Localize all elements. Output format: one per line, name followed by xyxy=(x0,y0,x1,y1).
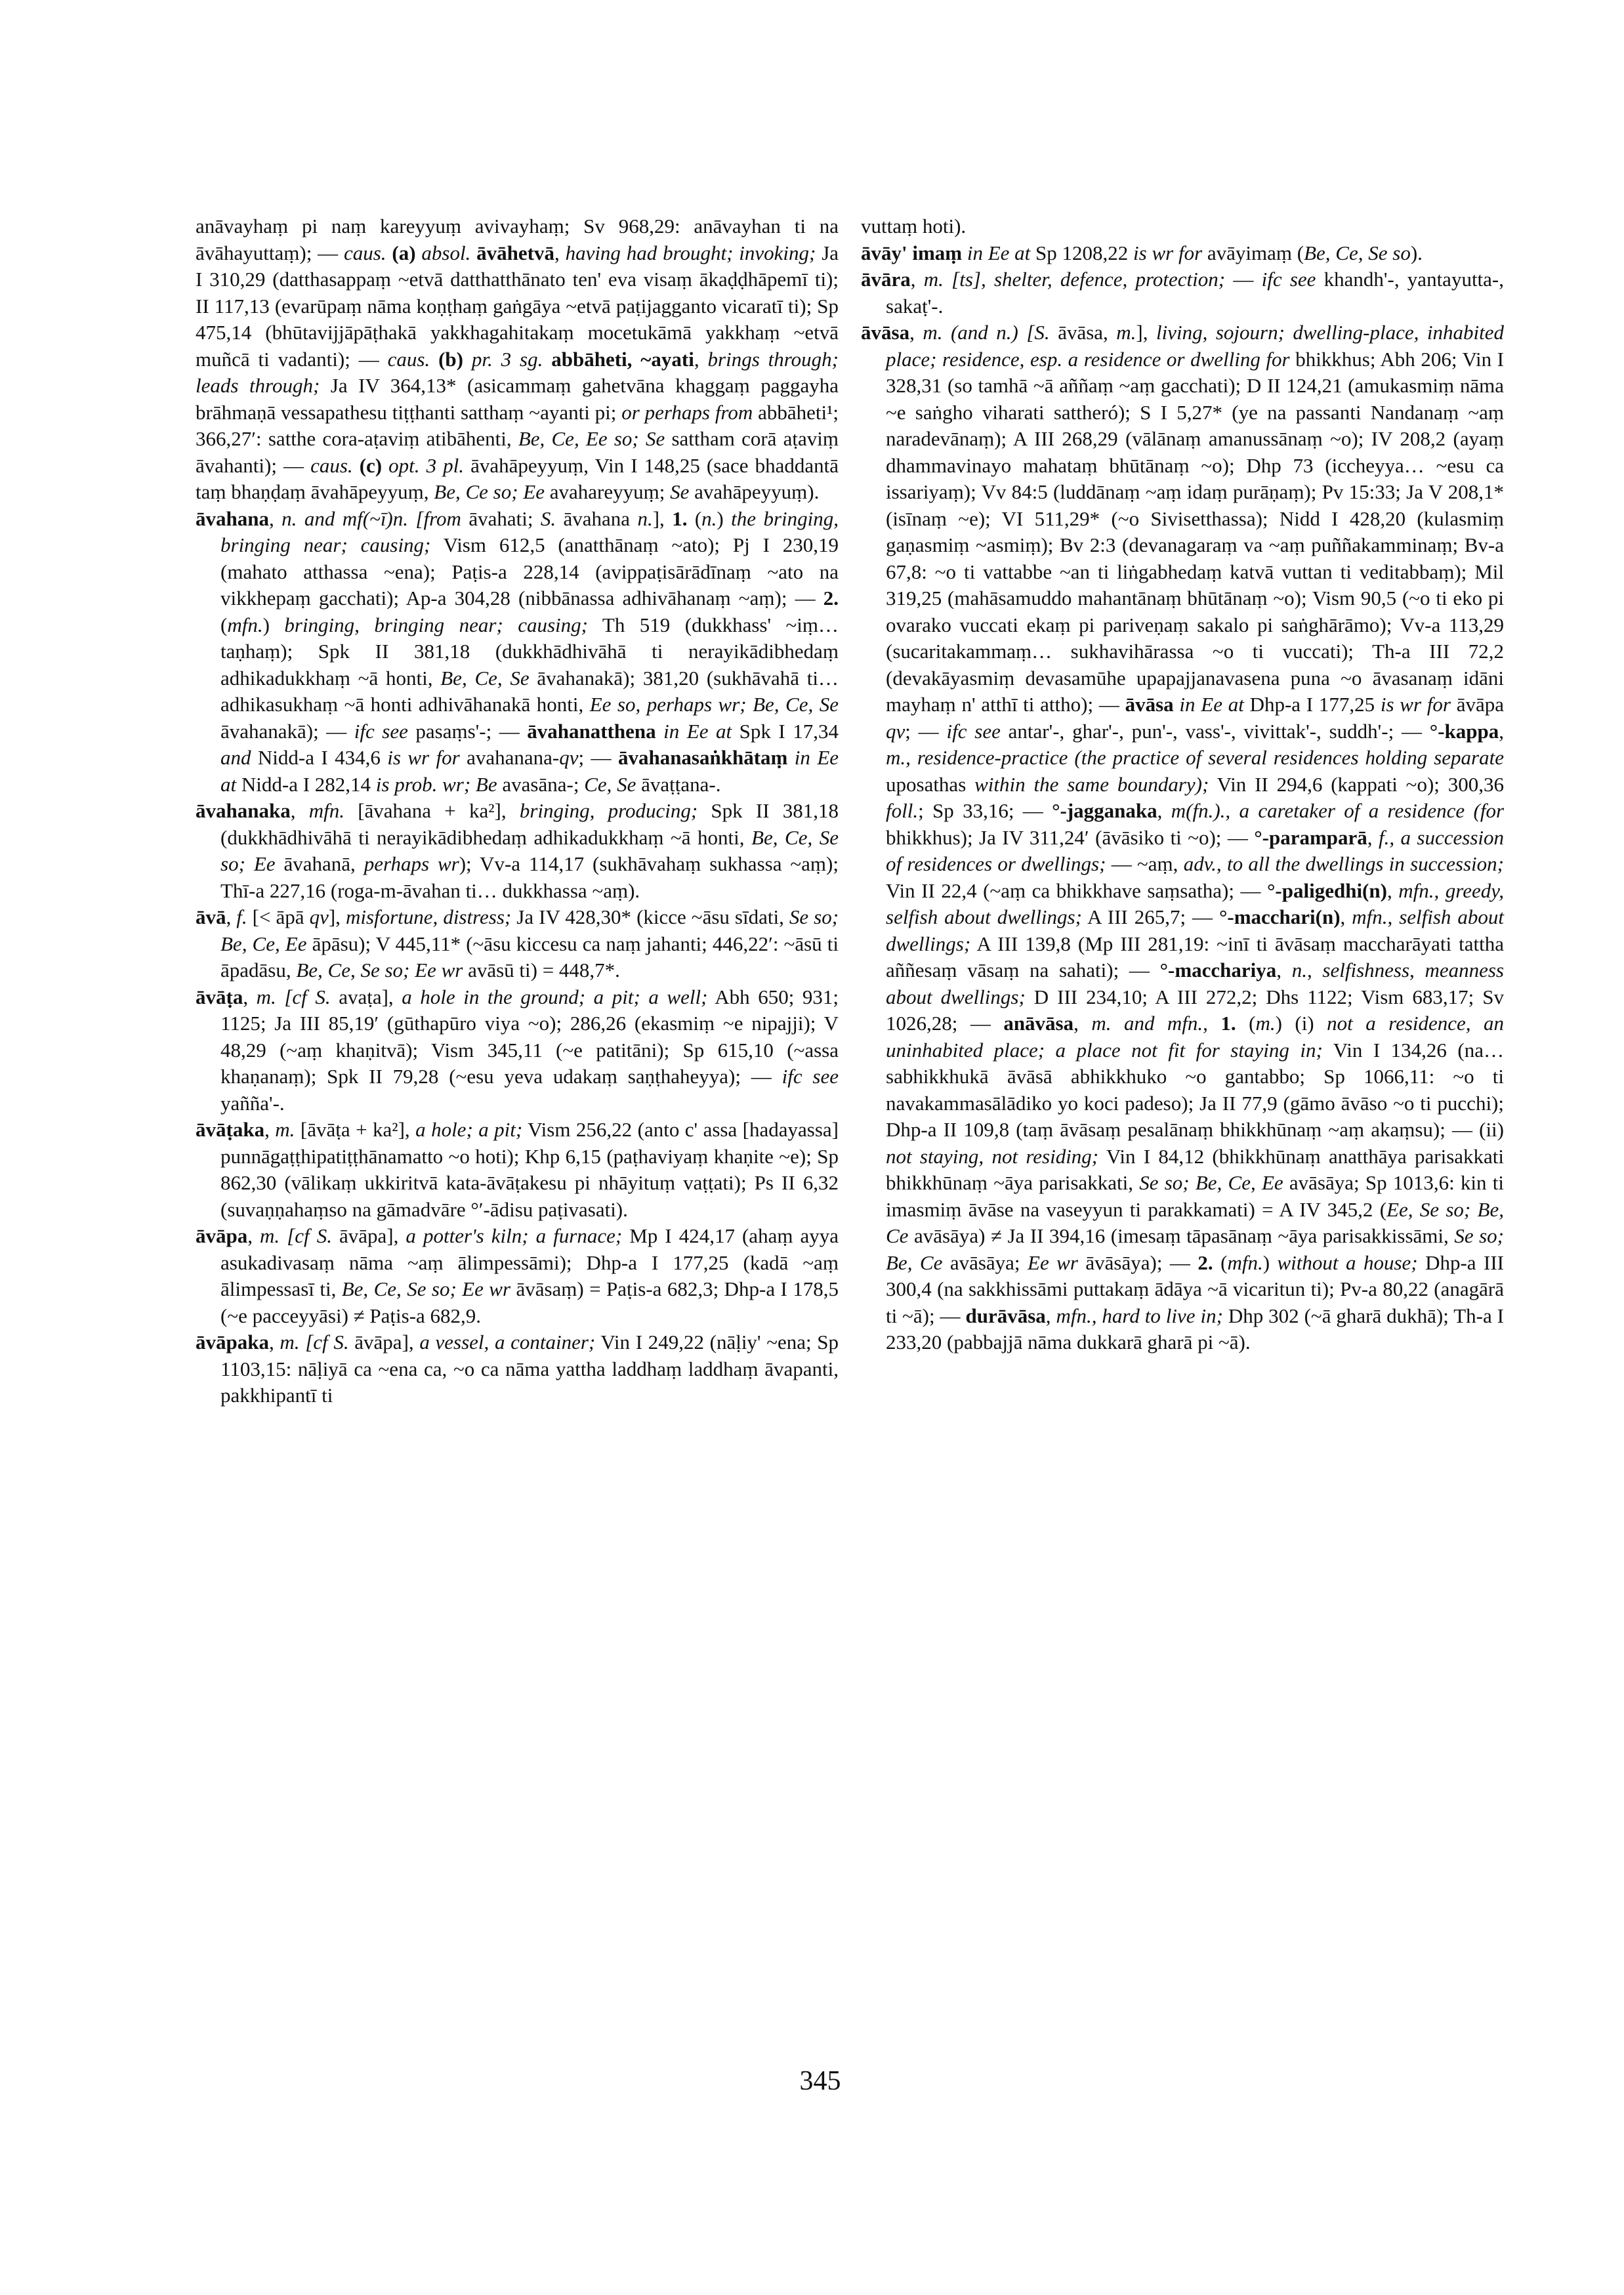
italic-text: m. xyxy=(1116,321,1136,344)
italic-text: caus. xyxy=(343,241,386,264)
entry-text: ; — xyxy=(905,719,947,743)
headword: āvahanatthena xyxy=(527,719,656,743)
entry-text: abbāheti¹; 366,27′: satthe cora-aṭaviṃ atibāhenti, xyxy=(196,400,839,450)
entry-text xyxy=(1208,1012,1220,1035)
entry-text: ) xyxy=(717,507,732,530)
entry-text: āvāsāya); — xyxy=(1077,1251,1198,1274)
headword: āvāra xyxy=(861,268,911,291)
entry-text: avāsāya; Sp 1013,6: kin ti imasmiṃ āvāse na vaseyyun ti parakkamati) = A IV 345,2 ( xyxy=(886,1171,1505,1221)
italic-text: or perhaps from xyxy=(621,400,753,424)
headword: (a) xyxy=(386,241,422,264)
italic-text: mfn. xyxy=(227,613,263,636)
italic-text: m. [cf S. xyxy=(260,1224,332,1247)
entry-text: āvahanā, xyxy=(275,852,364,875)
entry-text: Vin I 84,12 (bhikkhūnaṃ anatthāya parisakkati bhikkhūnaṃ ~āya parisakkati, xyxy=(886,1144,1505,1194)
italic-text: f. xyxy=(236,905,247,928)
entry-text: āvahanakā); — xyxy=(220,719,354,743)
entry-text: yañña'-. xyxy=(220,1091,285,1115)
entry-text: , xyxy=(290,799,309,822)
entry-text: antar'-, ghar'-, pun'-, vass'-, vivittak'-, suddh'-; — xyxy=(1000,719,1430,743)
italic-text: Be, Ce, Se so; Ee wr xyxy=(341,1277,511,1300)
italic-text: Ee wr xyxy=(1028,1251,1078,1274)
entry-text: — ~aṃ, xyxy=(1106,852,1184,875)
italic-text: in Ee at xyxy=(1179,693,1244,716)
italic-text: in Ee at xyxy=(967,241,1031,264)
italic-text: qv xyxy=(559,746,579,769)
italic-text: is wr for xyxy=(1380,693,1451,716)
entry-text: avasāna-; xyxy=(497,772,585,796)
italic-text: Be, Ce, Se xyxy=(440,666,530,690)
entry-text: , xyxy=(1340,905,1352,928)
entry-text: Vin II 22,4 (~aṃ ca bhikkhave saṃsatha); — xyxy=(886,879,1268,902)
italic-text: mfn., hard to live in; xyxy=(1056,1304,1223,1327)
italic-text: Be, Ce, Se so; Ee xyxy=(220,825,839,875)
entry-text: Dhp-a I 177,25 xyxy=(1243,693,1381,716)
entry-text: sattham corā aṭaviṃ āvahanti); — xyxy=(196,427,839,477)
entry-text: , xyxy=(1367,825,1379,849)
entry-text: Nidd-a I 282,14 xyxy=(236,772,376,796)
entry-text: ); Vv-a 114,17 (sukhāvahaṃ sukhassa ~aṃ); Thī-a 227,16 (roga-m-āvahan ti… dukkhassa ~aṃ). xyxy=(220,852,839,902)
italic-text: the bringing, bringing near; causing; xyxy=(220,507,839,556)
entry-text: , xyxy=(1386,879,1399,902)
headword: āvāpaka xyxy=(196,1331,269,1354)
dictionary-entry xyxy=(196,1117,839,1223)
italic-text: Be, Ce so; Ee xyxy=(434,480,545,503)
entry-text xyxy=(962,241,967,264)
italic-text: mfn., selfish about dwellings; xyxy=(886,905,1504,955)
entry-text: uposathas xyxy=(886,772,975,796)
headword: āvāsa xyxy=(861,321,910,344)
entry-text: Dhp 302 (~ā gharā dukhā); Th-a I 233,20 (pabbajjā nāma dukkarā gharā pi ~ā). xyxy=(886,1304,1504,1354)
entry-text: ; — xyxy=(578,746,618,769)
italic-text: n. xyxy=(637,507,653,530)
dictionary-entry xyxy=(196,506,839,798)
italic-text: not a residence, an uninhabited place; a place not fit for staying in; xyxy=(886,1012,1505,1062)
italic-text: caus. xyxy=(387,347,430,371)
entry-text: , xyxy=(268,1331,280,1354)
entry-text: Vism 612,5 (anatthānaṃ ~ato); Pj I 230,19 (mahato atthassa ~ena); Paṭis-a 228,14 (avippaṭisārādīnaṃ ~ato na vikkhepaṃ gacchati); Ap-a 304,28 (nibbānassa adhivāhanaṃ ~aṃ); — xyxy=(220,533,839,610)
italic-text: not staying, not residing; xyxy=(886,1144,1099,1168)
italic-text: Ce, Se xyxy=(584,772,636,796)
entry-text: , xyxy=(1045,1304,1056,1327)
entry-text: avaṭa], xyxy=(330,985,402,1008)
entry-text: avahanana- xyxy=(459,746,560,769)
dictionary-entry xyxy=(196,1329,839,1409)
entry-text: Vin I 134,26 (na… sabhikkhukā āvāsā abhikkhuko ~o gantabbo; Sp 1066,11: ~o ti navakammasālādiko yo koci padeso); Ja II 77,9 (gāmo āvāso ~o ti pucchi); Dhp-a II 109,8 (taṃ āvāsaṃ pesalānaṃ bhikkhūnaṃ ~aṃ akaṃsu); — (ii) xyxy=(886,1038,1505,1141)
italic-text: Ee so, perhaps wr; Be, Ce, Se xyxy=(589,693,839,716)
headword: 2. xyxy=(1197,1251,1213,1274)
entry-text: Vin II 294,6 (kappati ~o); 300,36 xyxy=(1209,772,1504,796)
headword: °-paramparā xyxy=(1254,825,1367,849)
dictionary-entry xyxy=(861,266,1504,320)
entry-text: , xyxy=(1499,719,1504,743)
page-number: 345 xyxy=(799,2066,841,2096)
entry-text: , xyxy=(268,507,282,530)
dictionary-entry xyxy=(196,984,839,1117)
dictionary-entry xyxy=(196,1223,839,1329)
italic-text: is wr for xyxy=(387,746,460,769)
entry-text: avāsū ti) = 448,7*. xyxy=(463,959,620,982)
italic-text: n. xyxy=(701,507,717,530)
italic-text: mfn. xyxy=(1227,1251,1263,1274)
entry-text: Nidd-a I 434,6 xyxy=(251,746,388,769)
headword: 1. xyxy=(672,507,688,530)
italic-text: living, sojourn; dwelling-place, inhabited place; residence, esp. a residence or dwelling for xyxy=(886,321,1504,371)
entry-text: , xyxy=(909,321,923,344)
italic-text: and xyxy=(220,746,251,769)
entry-text: āvaṭṭana-. xyxy=(636,772,721,796)
entry-text: ], xyxy=(652,507,673,530)
italic-text: m. xyxy=(275,1118,295,1141)
italic-text: Be, Ce, Ee so; Se xyxy=(518,427,665,450)
entry-text: āvāpa], xyxy=(348,1331,420,1354)
entry-text: āvāsaṃ) = Paṭis-a 682,3; Dhp-a I 178,5 (~e pacceyyāsi) ≠ Paṭis-a 682,9. xyxy=(220,1277,839,1327)
headword: āvahana xyxy=(196,507,269,530)
italic-text: Se so; Be, Ce xyxy=(886,1224,1504,1274)
italic-text: ifc see xyxy=(781,1065,839,1088)
entry-text: Dhp-a III 300,4 (na sakkhissāmi puttakaṃ ādāya ~ā vicaritun ti); Pv-a 80,22 (anagārā ti ~ā); — xyxy=(886,1251,1504,1327)
dictionary-entry xyxy=(196,798,839,904)
italic-text: a hole in the ground; a pit; a well; xyxy=(402,985,708,1008)
italic-text: qv xyxy=(886,719,906,743)
entry-text: Spk II 381,18 (dukkhādhivāhā ti nerayikādibhedaṃ adhikadukkhaṃ ~ā honti, xyxy=(220,799,839,849)
headword: °-kappa xyxy=(1429,719,1499,743)
entry-text: Spk I 17,34 xyxy=(732,719,839,743)
entry-text: , xyxy=(694,347,708,371)
entry-text: , xyxy=(247,1224,260,1247)
italic-text: a vessel, a container; xyxy=(419,1331,596,1354)
entry-text xyxy=(656,720,664,743)
headword: 2. xyxy=(823,587,839,610)
italic-text: ifc see xyxy=(946,719,1001,743)
entry-text: Sp 1208,22 xyxy=(1030,241,1134,264)
headword: āvāṭaka xyxy=(196,1118,265,1141)
italic-text: Se so; Be, Ce, Ee xyxy=(220,905,839,955)
entry-text: vuttaṃ hoti). xyxy=(861,215,967,238)
entry-text: āvahāpeyyuṃ, Vin I 148,25 (sace bhaddantā taṃ bhaṇḍaṃ āvahāpeyyuṃ, xyxy=(196,453,839,503)
italic-text: bringing, producing; xyxy=(519,799,698,822)
italic-text: is wr for xyxy=(1133,241,1203,264)
italic-text: bringing, bringing near; causing; xyxy=(284,613,588,636)
entry-text: āvahana xyxy=(556,507,638,530)
italic-text: Se so; Be, Ce, Ee xyxy=(1139,1171,1283,1194)
italic-text: Se xyxy=(670,480,690,503)
entry-text: Vism 256,22 (anto c' assa [hadayassa] punnāgaṭṭhipatiṭṭhānamatto ~o hoti); Khp 6,15 (paṭhaviyaṃ khaṇite ~e); Sp 862,30 (vālikaṃ ukkiritvā kata-āvāṭakesu pi nhāyituṃ vaṭṭati); Ps II 6,32 (suvaṇṇahaṃso na gāmadvāre °′-ādisu paṭivasati). xyxy=(220,1118,839,1221)
entry-text: ( xyxy=(220,613,228,636)
entry-text: [āvāṭa + ka²], xyxy=(295,1118,416,1141)
italic-text: is prob. wr; Be xyxy=(375,772,497,796)
entry-text: [āvahana + ka²], xyxy=(344,799,520,822)
entry-text: avāsāya; xyxy=(942,1251,1028,1274)
italic-text: within the same boundary); xyxy=(974,772,1209,796)
italic-text: f., a succession of residences or dwellings; xyxy=(886,825,1504,875)
entry-text: bhikkhus); Ja IV 311,24′ (āvāsiko ti ~o); — xyxy=(886,825,1255,849)
entry-text: Th 519 (dukkhass' ~iṃ… taṇhaṃ); Spk II 381,18 (dukkhādhivāhā ti nerayikādibhedaṃ adhikadukkhaṃ ~ā honti, xyxy=(220,613,839,690)
entry-text: āvahanakā); 381,20 (sukhāvahā ti… adhikasukhaṃ ~ā honti adhivāhanakā honti, xyxy=(220,666,839,716)
italic-text: foll. xyxy=(886,799,919,822)
entry-text: avahareyyuṃ; xyxy=(545,480,671,503)
entry-text: pasaṃs'-; — xyxy=(407,719,528,743)
entry-continuation xyxy=(861,213,1504,240)
entry-text: — xyxy=(1225,268,1262,291)
headword: 1. xyxy=(1220,1012,1236,1035)
entry-text: khandh'-, yantayutta-, sakaṭ'-. xyxy=(886,268,1504,318)
entry-text: ], xyxy=(328,905,346,928)
entry-text: āpāsu); V 445,11* (~āsu kiccesu ca naṃ jahanti; 446,22′: ~āsū ti āpadāsu, xyxy=(220,932,839,982)
dictionary-entry xyxy=(861,240,1504,267)
entry-text: Abh 650; 931; 1125; Ja III 85,19′ (gūthapūro viya ~o); 286,26 (ekasmiṃ ~e nipajji); V 48,29 (~aṃ khaṇitvā); Vism 345,11 (~e patitāni); Sp 615,10 (~assa khaṇanaṃ); Spk II 79,28 (~esu yeva udakaṃ saṇṭhaheyya); — xyxy=(220,985,839,1088)
entry-text: ) (i) xyxy=(1275,1012,1327,1035)
headword: (b) xyxy=(430,347,472,371)
headword: āvāpa xyxy=(196,1224,248,1247)
dictionary-entry xyxy=(196,904,839,984)
entry-text: , xyxy=(264,1118,276,1141)
headword: abbāheti, ~ayati xyxy=(543,347,694,371)
italic-text: S. xyxy=(540,507,556,530)
entry-text: ( xyxy=(1236,1012,1256,1035)
italic-text: Be, Ce, Se so xyxy=(1304,241,1411,264)
italic-text: adv., to all the dwellings in succession; xyxy=(1183,852,1504,875)
headword: āvāy' imaṃ xyxy=(861,241,963,264)
italic-text: a hole; a pit; xyxy=(415,1118,523,1141)
italic-text: opt. 3 pl. xyxy=(388,453,465,477)
headword: °-macchari(n) xyxy=(1218,905,1341,928)
entry-text: ( xyxy=(687,507,702,530)
entry-text: , xyxy=(1276,959,1292,982)
italic-text: m. [cf S. xyxy=(256,985,331,1008)
entry-text: ], xyxy=(1136,321,1156,344)
left-column xyxy=(196,213,839,1409)
italic-text: mfn., greedy, selfish about dwellings; xyxy=(886,879,1505,928)
italic-text: Ee, Se so; Be, Ce xyxy=(886,1197,1504,1247)
headword: °-paligedhi(n) xyxy=(1267,879,1387,902)
entry-text: āvahati; xyxy=(461,507,541,530)
italic-text: in Ee at xyxy=(663,719,732,743)
italic-text: perhaps wr xyxy=(364,852,459,875)
italic-text: ifc see xyxy=(1261,268,1316,291)
italic-text: n., selfishness, meanness about dwellings; xyxy=(886,959,1504,1008)
entry-text: anāvayhaṃ pi naṃ kareyyuṃ avivayhaṃ; Sv 968,29: anāvayhan ti na āvāhayuttaṃ); — xyxy=(196,215,839,264)
entry-text: āvāsa, xyxy=(1049,321,1117,344)
italic-text: m. and mfn., xyxy=(1091,1012,1208,1035)
entry-text: avāsāya) ≠ Ja II 394,16 (imesaṃ tāpasānaṃ ~āya parisakkissāmi, xyxy=(908,1224,1455,1247)
italic-text: m. xyxy=(1255,1012,1276,1035)
entry-text: avahāpeyyuṃ). xyxy=(689,480,820,503)
italic-text: having had brought; invoking; xyxy=(565,241,816,264)
entry-text: A III 265,7; — xyxy=(1081,905,1219,928)
entry-text: D III 234,10; A III 272,2; Dhs 1122; Vism 683,17; Sv 1026,28; — xyxy=(886,985,1505,1035)
entry-text: Ja IV 364,13* (asicammaṃ gahetvāna khaggaṃ paggayha brāhmaṇā vessapathesu tiṭṭhanti satthaṃ ~ayanti pi; xyxy=(196,374,839,424)
entry-text: , xyxy=(554,241,566,264)
headword: °-macchariya xyxy=(1159,959,1277,982)
entry-text: ) xyxy=(1262,1251,1278,1274)
entry-text: ). xyxy=(1410,241,1423,264)
entry-text: avāyimaṃ ( xyxy=(1202,241,1304,264)
entry-text: ) xyxy=(262,613,285,636)
italic-text: without a house; xyxy=(1277,1251,1418,1274)
entry-text: bhikkhus; Abh 206; Vin I 328,31 (so tamhā ~ā aññaṃ ~aṃ gacchati); D II 124,21 (amukasmiṃ nāma ~e saṅgho viharati sattheró); S I 5,27* (ye na passanti Nandanaṃ ~aṃ naradevānaṃ); A III 268,29 (vālānaṃ amanussānaṃ ~o); IV 208,2 (ayaṃ dhammavinayo mahataṃ bhūtānaṃ ~o); Dhp 73 (iccheyya… ~esu ca issariyaṃ); Vv 84:5 (luddānaṃ ~aṃ idaṃ purāṇaṃ); Pv 15:33; Ja V 208,1* (isīnaṃ ~e); VI 511,29* (~o Sivisetthassa); Nidd I 428,20 (kulasmiṃ gaṇasmiṃ ~asmiṃ); Bv 2:3 (devanagaraṃ va ~aṃ puññakamminaṃ; Bv-a 67,8: ~o ti vattabbe ~an ti liṅgabhedaṃ katvā vuttan ti veditabbaṃ); Mil 319,25 (mahāsamuddo mahantānaṃ bhūtānaṃ ~o); Vism 90,5 (~o ti eko pi ovarako vuccati ekaṃ pi pariveṇaṃ sakalo pi saṅghārāmo); Vv-a 113,29 (sucaritakammaṃ… sukhavihārassa ~o ti vuccati); Th-a III 72,2 (devakāyasmiṃ devasamūhe upapajjanavasena puna ~o āvasanaṃ idāni mayhaṃ n' atthī ti attho); — xyxy=(886,347,1504,716)
italic-text: mfn. xyxy=(308,799,344,822)
dictionary-entry xyxy=(861,320,1504,1356)
headword: āvahanaka xyxy=(196,799,291,822)
italic-text: qv xyxy=(309,905,329,928)
italic-text: in Ee at xyxy=(220,746,839,796)
headword: anāvāsa xyxy=(1003,1012,1074,1035)
italic-text: m. (and n.) [S. xyxy=(923,321,1050,344)
entry-text: ( xyxy=(1213,1251,1228,1274)
entry-text: Ja I 310,29 (datthasappaṃ ~etvā datthatthānato ten' eva visaṃ ākaḍḍhāpemī ti); II 117,13 (evarūpaṃ nāma koṇṭhaṃ gaṅgāya ~etvā paṭijagganto vicaratī ti); Sp 475,14 (bhūtavijjāpāṭhakā yakkhagahitakaṃ mocetukāmā yakkhaṃ ~etvā muñcā ti vadanti); — xyxy=(196,241,839,371)
entry-text: , xyxy=(243,985,257,1008)
entry-text: Ja IV 428,30* (kicce ~āsu sīdati, xyxy=(511,905,789,928)
entry-continuation xyxy=(196,213,839,506)
entry-text: , xyxy=(1157,799,1171,822)
italic-text: a potter's kiln; a furnace; xyxy=(406,1224,623,1247)
headword: āvāṭa xyxy=(196,985,243,1008)
entry-text: Mp I 424,17 (ahaṃ ayya asukadivasaṃ nāma ~aṃ ālimpessāmi); Dhp-a I 177,25 (kadā ~aṃ ālimpessasī ti, xyxy=(220,1224,839,1300)
entry-text: āvāpa xyxy=(1450,693,1504,716)
headword: āvā xyxy=(196,905,226,928)
italic-text: m. [ts], shelter, defence, protection; xyxy=(923,268,1226,291)
italic-text: absol. xyxy=(421,241,471,264)
entry-text xyxy=(787,746,794,769)
italic-text: Be, Ce, Se so; Ee wr xyxy=(296,959,463,982)
italic-text: n. and mf(~ī)n. [from xyxy=(281,507,461,530)
italic-text: m., residence-practice (the practice of several residences holding separate xyxy=(886,746,1504,769)
italic-text: brings through; leads through; xyxy=(196,347,839,397)
entry-text: A III 139,8 (Mp III 281,19: ~inī ti āvāsaṃ maccharāyati tattha aññesaṃ vāsaṃ na sahati); — xyxy=(886,932,1504,982)
entry-text: , xyxy=(1073,1012,1092,1035)
italic-text: pr. 3 sg. xyxy=(471,347,543,371)
italic-text: m. [cf S. xyxy=(280,1331,349,1354)
entry-text: , xyxy=(226,905,237,928)
right-column xyxy=(861,213,1504,1356)
entry-text: , xyxy=(910,268,924,291)
headword: (c) xyxy=(352,453,389,477)
entry-text: āvāpa], xyxy=(331,1224,406,1247)
italic-text: ifc see xyxy=(354,719,408,743)
headword: āvahanasaṅkhātaṃ xyxy=(617,746,788,769)
headword: durāvāsa xyxy=(965,1304,1046,1327)
italic-text: misfortune, distress; xyxy=(345,905,512,928)
headword: °-jagganaka xyxy=(1052,799,1157,822)
italic-text: m(fn.)., a caretaker of a residence (for xyxy=(1171,799,1505,822)
entry-text: ; Sp 33,16; — xyxy=(918,799,1052,822)
italic-text: caus. xyxy=(310,453,353,477)
headword: āvāsa xyxy=(1125,693,1174,716)
entry-text: Vin I 249,22 (nāḷiy' ~ena; Sp 1103,15: nāḷiyā ca ~ena ca, ~o ca nāma yattha laddhaṃ laddhaṃ āvapanti, pakkhipantī ti xyxy=(220,1331,839,1407)
entry-text: [< āpā xyxy=(247,905,310,928)
headword: āvāhetvā xyxy=(470,241,554,264)
